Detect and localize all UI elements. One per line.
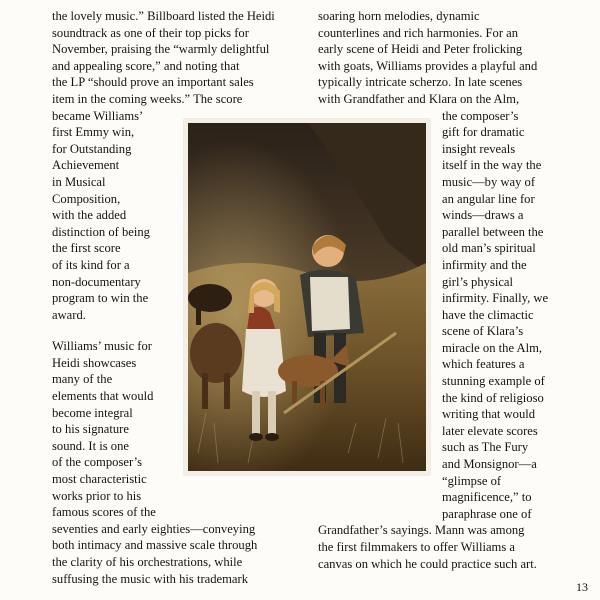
text-line: writing that would [442, 407, 536, 422]
text-line: to his signature [52, 422, 129, 437]
text-line: works prior to his [52, 488, 142, 503]
text-line: the composer’s [442, 108, 519, 123]
text-line: winds—draws a [442, 208, 524, 223]
text-line: old man’s spiritual [442, 241, 536, 256]
film-still-photo [184, 119, 430, 475]
text-line: of its kind for a [52, 257, 130, 272]
text-line: the first score [52, 241, 121, 256]
text-line: later elevate scores [442, 423, 538, 438]
text-line: award. [52, 307, 86, 322]
text-line: item in the coming weeks.” The score [52, 91, 243, 106]
text-line: parallel between the [442, 224, 544, 239]
text-line: the clarity of his orchestrations, while [52, 555, 243, 569]
text-line: early scene of Heidi and Peter frolicking [318, 42, 523, 57]
text-line: both intimacy and massive scale through [52, 538, 258, 553]
text-line: music—by way of [442, 174, 536, 189]
text-line: become integral [52, 405, 133, 420]
text-line: canvas on which he could practice such art. [318, 556, 537, 571]
text-line: and appealing score,” and noting that [52, 58, 240, 73]
text-line: non-documentary [52, 274, 141, 289]
text-line: typically intricate scherzo. In late scenes [318, 75, 523, 90]
text-line: Composition, [52, 191, 121, 206]
text-line: November, praising the “warmly delightful [52, 42, 270, 57]
text-line: which features a [442, 357, 525, 372]
text-line: seventies and early eighties—conveying [52, 521, 256, 536]
text-line: miracle on the Alm, [442, 340, 543, 355]
text-line: infirmity. Finally, we [442, 291, 549, 306]
text-line: magnificence,” to [442, 490, 532, 505]
text-line: Williams’ music for [52, 339, 152, 354]
text-line: in Musical [52, 174, 106, 189]
text-line: have the climactic [442, 307, 534, 322]
text-line: the first filmmakers to offer Williams a [318, 540, 515, 554]
text-line: with Grandfather and Klara on the Alm, [318, 91, 520, 106]
text-line: Grandfather’s sayings. Mann was among [318, 523, 525, 538]
text-line: soundtrack as one of their top picks for [52, 25, 249, 40]
text-line: sound. It is one [52, 438, 129, 453]
text-line: an angular line for [442, 191, 535, 206]
text-line: for Outstanding [52, 141, 132, 156]
text-line: most characteristic [52, 472, 147, 487]
text-line: Heidi showcases [52, 355, 137, 370]
text-line: the kind of religioso [442, 390, 544, 405]
text-line: the lovely music.” Billboard listed the Heidi [52, 9, 275, 23]
text-line: insight reveals [442, 141, 516, 156]
text-line: many of the [52, 372, 113, 387]
text-line: and Monsignor—a [442, 457, 537, 472]
text-line: first Emmy win, [52, 125, 135, 140]
text-line: suffusing the music with his trademark [52, 571, 248, 586]
text-line: soaring horn melodies, dynamic [318, 9, 480, 23]
text-line: counterlines and rich harmonies. For an [318, 25, 519, 40]
text-line: stunning example of [442, 374, 545, 389]
page-number: 13 [576, 580, 588, 594]
text-line: Achievement [52, 158, 120, 173]
text-line: with goats, Williams provides a playful and [318, 58, 538, 73]
text-line: such as The Fury [442, 440, 529, 455]
text-line: gift for dramatic [442, 125, 525, 140]
text-line: program to win the [52, 291, 149, 306]
text-line: became Williams’ [52, 108, 144, 123]
film-still-image [188, 123, 426, 471]
text-line: girl’s physical [442, 274, 514, 289]
text-line: scene of Klara’s [442, 324, 524, 339]
text-line: of the composer’s [52, 455, 143, 470]
text-line: elements that would [52, 389, 154, 404]
text-line: the LP “should prove an important sales [52, 75, 254, 90]
text-line: infirmity and the [442, 257, 527, 272]
text-line: distinction of being [52, 224, 150, 239]
text-line: famous scores of the [52, 505, 156, 520]
text-line: “glimpse of [442, 473, 502, 488]
text-line: itself in the way the [442, 158, 542, 173]
text-line: paraphrase one of [442, 506, 532, 521]
text-line: with the added [52, 208, 127, 223]
